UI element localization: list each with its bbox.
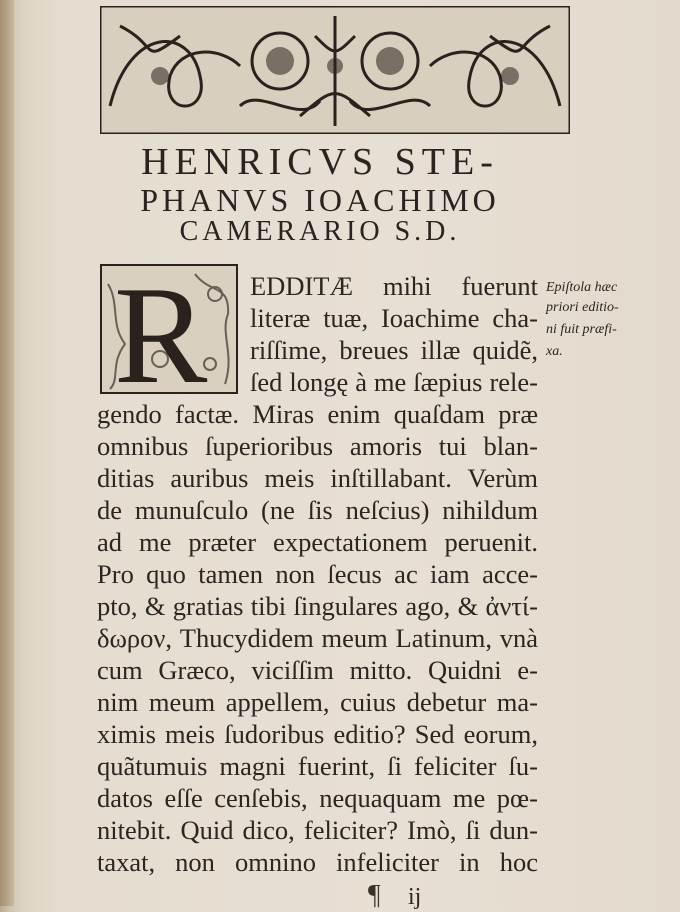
woodcut-headpiece-ornament bbox=[100, 6, 570, 134]
body-line: cum Græco, viciſſim mitto. Quidni e- bbox=[97, 655, 538, 685]
body-line: ditias auribus meis inſtillabant. Verùm bbox=[97, 463, 538, 493]
signature-mark: ¶ bbox=[368, 880, 381, 911]
body-line: omnibus ſuperioribus amoris tui blan- bbox=[97, 431, 538, 461]
signature-number: ij bbox=[408, 884, 422, 910]
heading-line-1: HENRICVS STE- bbox=[141, 141, 499, 183]
body-line: Pro quo tamen non ſecus ac iam acce- bbox=[97, 559, 538, 589]
body-line: de munuſculo (ne ſis neſcius) nihildum bbox=[97, 495, 538, 525]
body-line: nitebit. Quid dico, feliciter? Imò, ſi dun- bbox=[97, 815, 538, 845]
page-edge bbox=[0, 0, 14, 906]
body-line: EDDITÆ mihi fuerunt bbox=[250, 271, 538, 301]
margin-note-line: Epiſtola hæc bbox=[546, 280, 618, 295]
body-line: gendo factæ. Miras enim quaſdam præ bbox=[97, 399, 538, 429]
body-line: datos eſſe cenſebis, nequaquam me pœ- bbox=[97, 783, 538, 813]
decorated-initial-r bbox=[100, 264, 238, 394]
body-line: literæ tuæ, Ioachime cha- bbox=[250, 303, 538, 333]
heading-line-2: PHANVS IOACHIMO bbox=[140, 182, 500, 218]
body-line: ad me præter expectationem peruenit. bbox=[97, 527, 538, 557]
body-line: riſſime, breues illæ quidẽ, bbox=[250, 335, 538, 365]
heading-line-3: CAMERARIO S.D. bbox=[179, 216, 461, 247]
svg-text:R: R bbox=[114, 264, 208, 394]
body-line: nim meum appellem, cuius debetur ma- bbox=[97, 687, 538, 717]
margin-note-line: ni fuit præfi- bbox=[546, 322, 617, 337]
body-line: δωρον, Thucydidem meum Latinum, vnà bbox=[97, 623, 538, 653]
body-line: ximis meis ſudoribus editio? Sed eorum, bbox=[97, 719, 538, 749]
body-line: quãtumuis magni fuerint, ſi feliciter ſu- bbox=[97, 751, 538, 781]
margin-note-line: priori editio- bbox=[546, 300, 619, 315]
body-line: pto, & gratias tibi ſingulares ago, & ἀντί- bbox=[97, 591, 538, 621]
margin-note-line: xa. bbox=[546, 344, 563, 359]
body-line: taxat, non omnino infeliciter in hoc bbox=[97, 847, 538, 877]
body-line: ſed longę à me ſæpius rele- bbox=[250, 367, 538, 397]
